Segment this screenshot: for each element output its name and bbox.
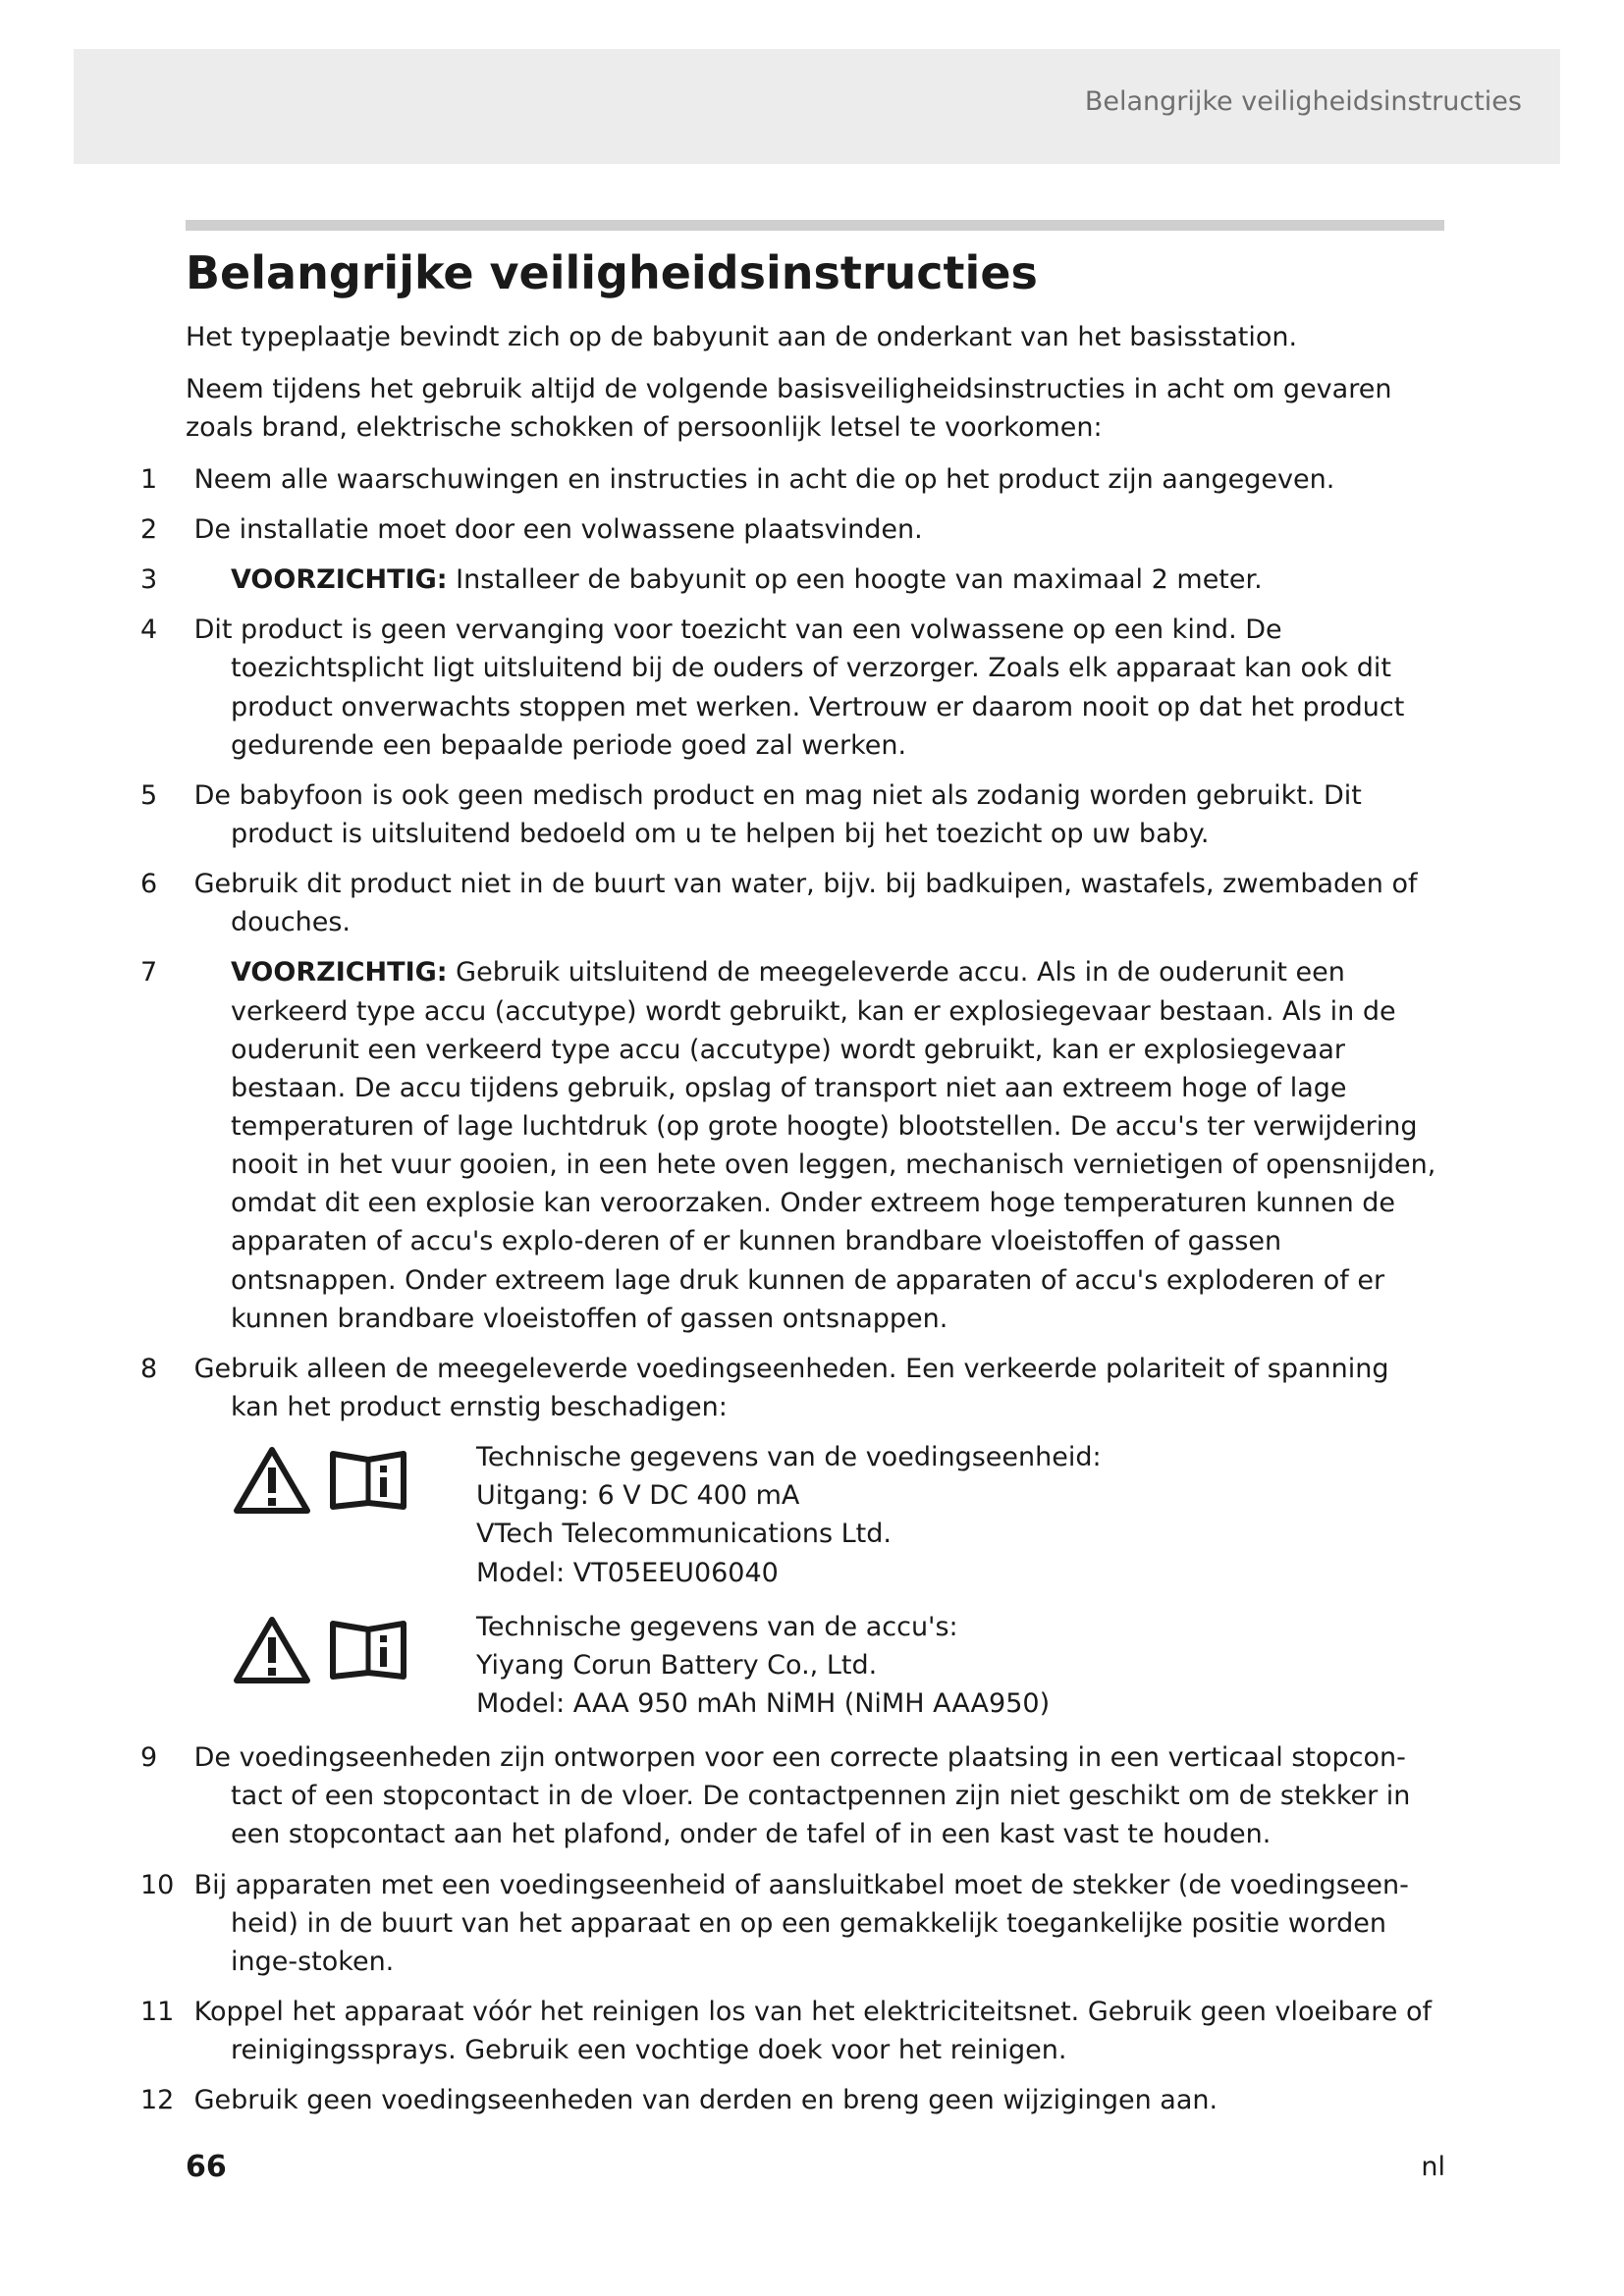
- manual-info-icon: [327, 1448, 409, 1513]
- running-header: Belangrijke veiligheidsinstructies: [1084, 86, 1522, 117]
- battery-spec-block: [231, 1608, 1444, 1723]
- list-item: 10 Bij apparaten met een voedingseenheid of aansluitkabel moet de stekker (de voedingseen-heid) in de buurt van het apparaat en op een gemakkelijk toegankelijke positie worden inge-stoken.: [140, 1869, 1409, 1977]
- list-item: 4 Dit product is geen vervanging voor toezicht van een volwassene op een kind. De toezichtsplicht ligt uitsluitend bij de ouders of verzorger. Zoals elk apparaat kan ook dit product onverwachts stoppen met werken. Vertrouw er daarom nooit op dat het product gedurende een bepaalde periode goed zal werken.: [140, 614, 1405, 761]
- list-item: 11 Koppel het apparaat vóór het reinigen los van het elektriciteitsnet. Gebruik geen vloeibare of reinigingssprays. Gebruik een vochtige doek voor het reinigen.: [140, 1996, 1433, 2066]
- list-item: 8 Gebruik alleen de meegeleverde voedingseenheden. Een verkeerde polariteit of spanning kan het product ernstig beschadigen: Technische gegevens van de voedingseenheid: Uitgang: 6 V DC 400 mA VTech Telecommunications Ltd. Model: VT05EEU06040 Technische gegevens van de accu's: Yiyang Corun Battery Co., Ltd. Model: AAA 950 mAh NiMH (NiMH AAA950): [186, 1350, 1444, 1723]
- list-item: 6 Gebruik dit product niet in de buurt van water, bijv. bij badkuipen, wastafels, zwembaden of douches.: [140, 869, 1418, 938]
- power-spec-heading: Technische gegevens van de voedingseenheid:: [476, 1442, 1102, 1473]
- list-item: 3 VOORZICHTIG: Installeer de babyunit op een hoogte van maximaal 2 meter.: [140, 564, 1263, 596]
- power-spec-output: Uitgang: 6 V DC 400 mA: [476, 1480, 800, 1512]
- warning-label: VOORZICHTIG:: [231, 957, 448, 988]
- intro-paragraph-1: Het typeplaatje bevindt zich op de babyunit aan de onderkant van het basisstation.: [186, 321, 1298, 352]
- manual-info-icon: [327, 1618, 409, 1682]
- list-item: 12 Gebruik geen voedingseenheden van derden en breng geen wijzigingen aan.: [140, 2085, 1218, 2116]
- instruction-list: [140, 460, 1444, 2119]
- page-title: Belangrijke veiligheidsinstructies: [186, 246, 1038, 299]
- list-item: 7 VOORZICHTIG: Gebruik uitsluitend de meegeleverde accu. Als in de ouderunit een verkeerd type accu (accutype) wordt gebruikt, kan er explosiegevaar bestaan. Als in de ouderunit een verkeerd type accu (accutype) wordt gebruikt, kan er explosiegevaar bestaan. De accu tijdens gebruik, opslag of transport niet aan extreem hoge of lage temperaturen of lage luchtdruk (op grote hoogte) blootstellen. De accu's ter verwijdering nooit in het vuur gooien, in een hete oven leggen, mechanisch vernietigen of opensnijden, omdat dit een explosie kan veroorzaken. Onder extreem hoge temperaturen kunnen de apparaten of accu's explo-deren of er kunnen brandbare vloeistoffen of gassen ontsnappen. Onder extreem lage druk kunnen de apparaten of accu's exploderen of er kunnen brandbare vloeistoffen of gassen ontsnappen.: [140, 957, 1436, 1334]
- power-spec-block: [231, 1438, 1444, 1592]
- power-spec-manufacturer: VTech Telecommunications Ltd.: [476, 1519, 892, 1550]
- battery-spec-heading: Technische gegevens van de accu's:: [476, 1611, 958, 1642]
- main-content: [140, 245, 1444, 2131]
- warning-triangle-icon: [231, 1614, 313, 1686]
- intro-paragraph-2: Neem tijdens het gebruik altijd de volgende basisveiligheidsinstructies in acht om gevaren zoals brand, elektrische schokken of persoonlijk letsel te voorkomen:: [186, 373, 1392, 443]
- list-item: 9 De voedingseenheden zijn ontworpen voor een correcte plaatsing in een verticaal stopcon-tact of een stopcontact in de vloer. De contactpennen zijn niet geschikt om de stekker in een stopcontact aan het plafond, onder de tafel of in een kast vast te houden.: [140, 1742, 1411, 1850]
- warning-label: VOORZICHTIG:: [231, 564, 448, 596]
- title-rule: [186, 220, 1444, 231]
- power-spec-model: Model: VT05EEU06040: [476, 1557, 779, 1588]
- language-code: nl: [1421, 2152, 1445, 2182]
- battery-spec-manufacturer: Yiyang Corun Battery Co., Ltd.: [476, 1649, 878, 1681]
- list-item: 2 De installatie moet door een volwassene plaatsvinden.: [140, 514, 923, 546]
- warning-triangle-icon: [231, 1444, 313, 1517]
- battery-spec-model: Model: AAA 950 mAh NiMH (NiMH AAA950): [476, 1688, 1051, 1719]
- list-item: 1 Neem alle waarschuwingen en instructies in acht die op het product zijn aangegeven.: [140, 463, 1335, 495]
- list-item: 5 De babyfoon is ook geen medisch product en mag niet als zodanig worden gebruikt. Dit product is uitsluitend bedoeld om u te helpen bij het toezicht op uw baby.: [140, 779, 1362, 850]
- page-number: 66: [186, 2150, 227, 2184]
